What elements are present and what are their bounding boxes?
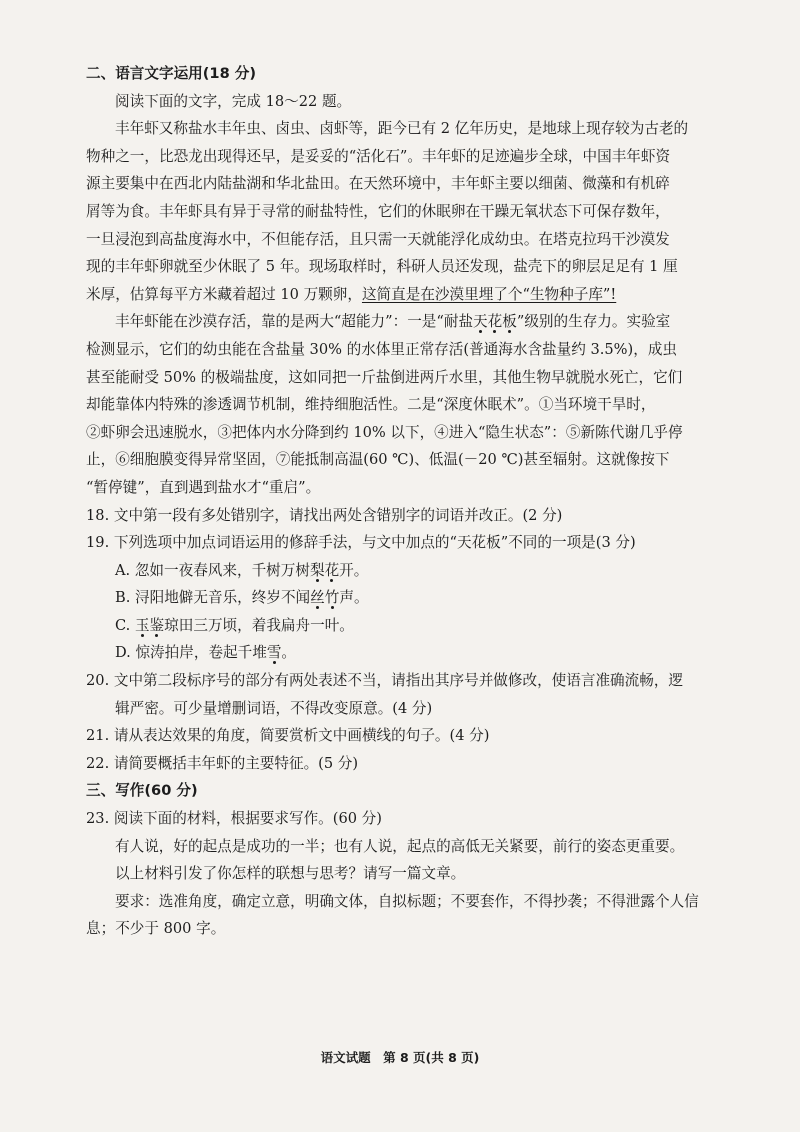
passage-paragraph-1 (86, 115, 722, 308)
option-d (86, 639, 722, 667)
dotted-char: 丝 (310, 589, 325, 607)
writing-prompt: 以上材料引发了你怎样的联想与思考？请写一篇文章。 (115, 865, 466, 883)
passage-text: 丰年虾能在沙漠存活，靠的是两大“超能力”：一是“耐盐 (115, 313, 474, 331)
question-20: 20. 文中第二段标序号的部分有两处表述不当，请指出其序号并做修改，使语言准确流畅，逻 (86, 672, 684, 690)
passage-line: 源主要集中在西北内陆盐湖和华北盐田。在天然环境中，丰年虾主要以细菌、微藻和有机碎 (86, 175, 670, 193)
passage-line: 甚至能耐受 50% 的极端盐度，这如同把一斤盐倒进两斤水里，其他生物早就脱水死亡，它们 (86, 368, 683, 386)
section-heading-language: 二、语言文字运用(18 分) (86, 65, 257, 82)
passage-line: ②虾卵会迅速脱水，③把体内水分降到约 10% 以下，④进入“隐生状态”：⑤新陈代谢几乎停 (86, 423, 683, 441)
option-text: D. 惊涛拍岸，卷起千堆 (115, 644, 267, 662)
option-b (86, 584, 722, 612)
passage-text: 米厚，估算每平方米藏着超过 10 万颗卵， (86, 285, 362, 303)
page-content (86, 60, 722, 943)
writing-requirements-continued: 息；不少于 800 字。 (86, 920, 226, 938)
dotted-char: 花 (487, 313, 503, 331)
page-footer: 语文试题 第 8 页(共 8 页) (320, 1050, 480, 1065)
passage-paragraph-2 (86, 308, 722, 501)
writing-material: 有人说，好的起点是成功的一半；也有人说，起点的高低无关紧要，前行的姿态更重要。 (115, 837, 685, 855)
passage-line: 却能靠体内特殊的渗透调节机制，维持细胞活性。二是“深度休眠术”。①当环境干旱时， (86, 396, 656, 414)
underlined-sentence: 这简直是在沙漠里埋了个“生物种子库”! (361, 285, 617, 303)
option-c (86, 612, 722, 640)
passage-line (86, 308, 722, 336)
question-18: 18. 文中第一段有多处错别字，请找出两处含错别字的词语并改正。(2 分) (86, 506, 563, 524)
question-22: 22. 请简要概括丰年虾的主要特征。(5 分) (86, 754, 359, 772)
passage-line: 现的丰年虾卵就至少休眠了 5 年。现场取样时，科研人员还发现，盐壳下的卵层足足有 1 厘 (86, 258, 678, 276)
passage-line (86, 281, 722, 309)
dotted-char: 天 (473, 313, 488, 331)
dotted-char: 鉴 (149, 616, 165, 634)
passage-line: 止，⑥细胞膜变得异常坚固，⑦能抵制高温(60 ℃)、低温(－20 ℃)甚至辐射。这就像按下 (86, 451, 670, 469)
option-text: 开。 (339, 561, 369, 579)
question-21: 21. 请从表达效果的角度，简要赏析文中画横线的句子。(4 分) (86, 727, 490, 745)
dotted-char: 板 (502, 313, 517, 331)
passage-line: 物种之一，比恐龙出现得还早，是妥妥的“活化石”。丰年虾的足迹遍步全球，中国丰年虾资 (86, 147, 671, 165)
option-text: C. (115, 616, 135, 634)
writing-requirements: 要求：选准角度，确定立意，明确文体，自拟标题；不要套作，不得抄袭；不得泄露个人信 (115, 892, 699, 910)
passage-line: 屑等为食。丰年虾具有异于寻常的耐盐特性，它们的休眠卵在干躁无氧状态下可保存数年， (86, 202, 670, 220)
option-a (86, 557, 722, 585)
passage-line: 丰年虾又称盐水丰年虫、卤虫、卤虾等，距今已有 2 亿年历史，是地球上现存较为古老的 (115, 120, 689, 138)
dotted-char: 玉 (134, 616, 150, 634)
dotted-char: 梨 (309, 561, 325, 579)
option-text: 琼田三万顷，着我扁舟一叶。 (164, 616, 354, 634)
option-text: 。 (281, 644, 297, 662)
option-text: B. 浔阳地僻无音乐，终岁不闻 (115, 589, 311, 607)
section-heading-writing: 三、写作(60 分) (86, 782, 198, 800)
passage-line: 一旦浸泡到高盐度海水中，不但能存活，且只需一天就能浮化成幼虫。在塔克拉玛干沙漠发 (86, 230, 670, 248)
question-20-continued: 辑严密。可少量增删词语，不得改变原意。(4 分) (115, 699, 433, 717)
passage-text: ”级别的生存力。实验室 (516, 313, 671, 331)
question-23: 23. 阅读下面的材料，根据要求写作。(60 分) (86, 810, 382, 828)
reading-instruction: 阅读下面的文字，完成 18～22 题。 (115, 92, 352, 110)
dotted-char: 竹 (324, 589, 340, 607)
option-text: A. 忽如一夜春风来，千树万树 (115, 561, 310, 579)
dotted-char: 花 (324, 561, 340, 579)
passage-line: 检测显示，它们的幼虫能在含盐量 30% 的水体里正常存活(普通海水含盐量约 3.5%)，成虫 (86, 340, 678, 358)
dotted-char: 雪 (266, 644, 282, 662)
passage-line: “暂停键”，直到遇到盐水才“重启”。 (86, 478, 321, 496)
question-19: 19. 下列选项中加点词语运用的修辞手法，与文中加点的“天花板”不同的一项是(3 分) (86, 534, 636, 552)
option-text: 声。 (339, 589, 369, 607)
